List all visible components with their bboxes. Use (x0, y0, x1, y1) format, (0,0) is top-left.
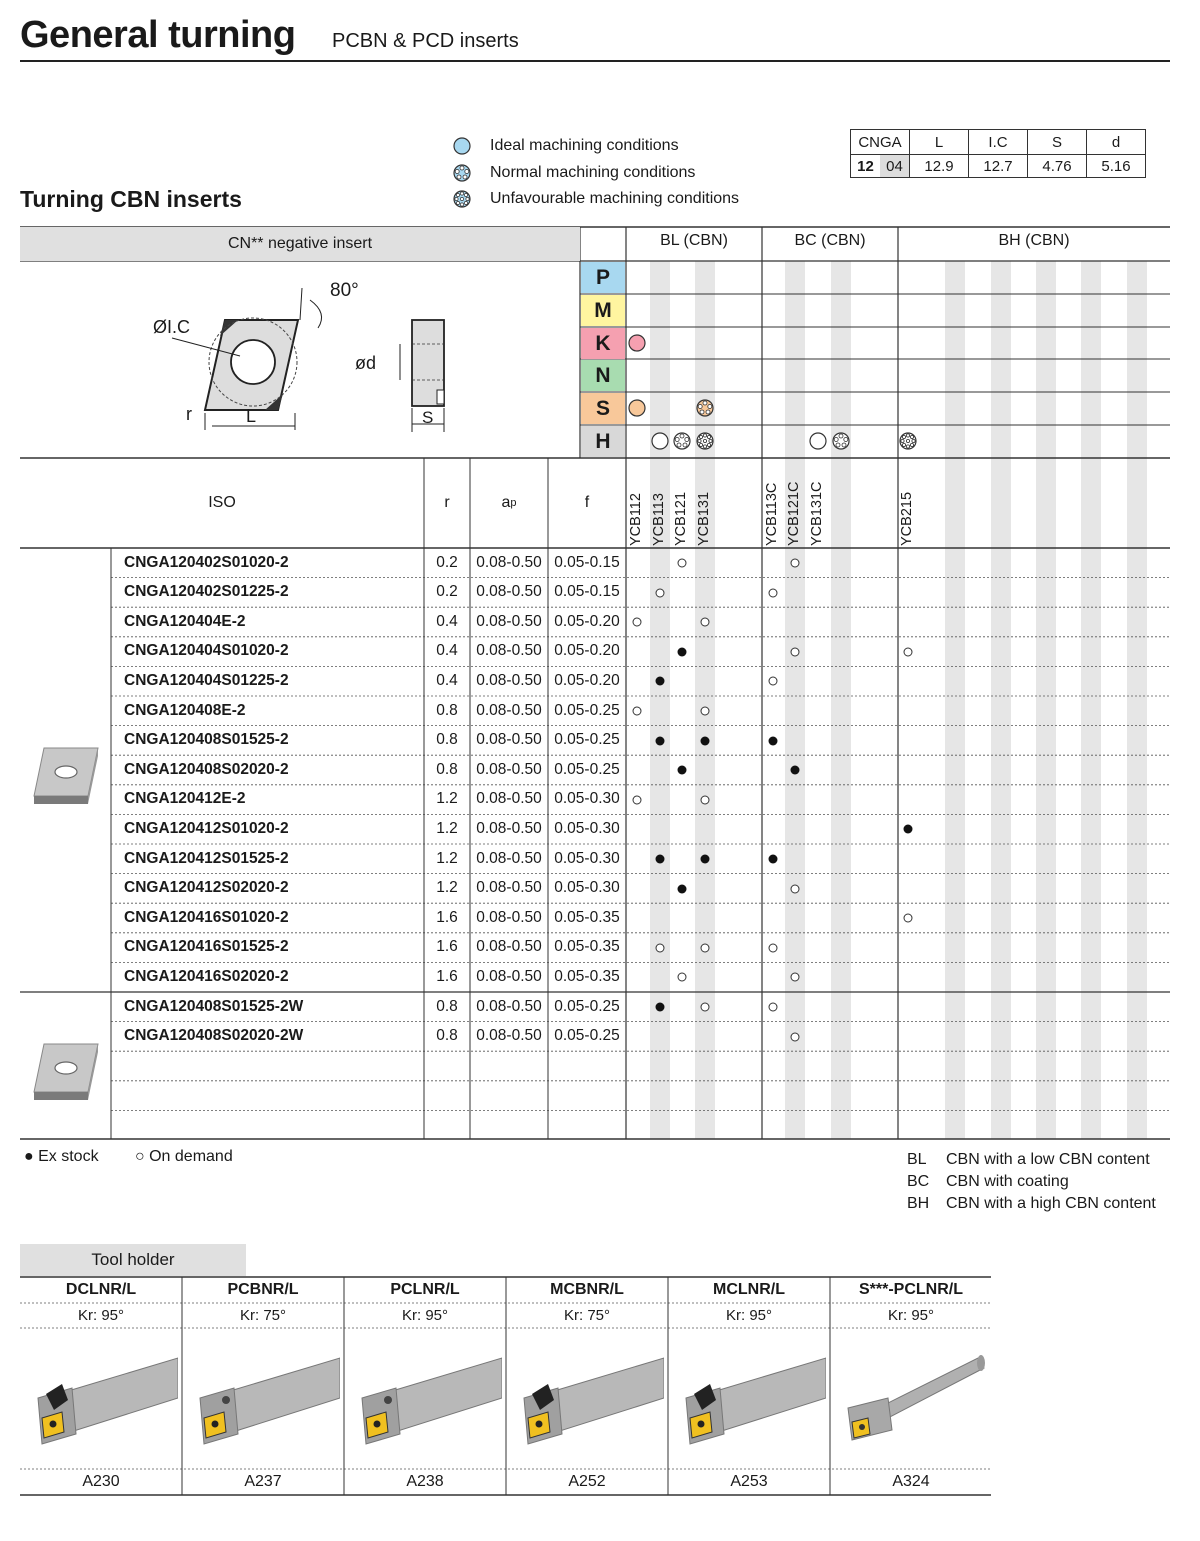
insert-radius: 0.2 (436, 553, 458, 571)
insert-depth-of-cut: 0.08-0.50 (476, 760, 542, 778)
iso-header: ISO (208, 494, 236, 511)
insert-feed: 0.05-0.25 (554, 760, 620, 778)
material-p: P (581, 262, 625, 293)
tool-holder-angle: Kr: 95° (401, 1307, 449, 1324)
insert-depth-of-cut: 0.08-0.50 (476, 701, 542, 719)
insert-radius: 0.8 (436, 760, 458, 778)
dim-header: S (1028, 130, 1087, 155)
insert-radius: 0.4 (436, 612, 458, 630)
insert-feed: 0.05-0.15 (554, 553, 620, 571)
insert-feed: 0.05-0.30 (554, 790, 620, 808)
insert-feed: 0.05-0.30 (554, 819, 620, 837)
abbr-code: BH (907, 1195, 930, 1212)
tool-holder-angle: Kr: 95° (725, 1307, 773, 1324)
insert-depth-of-cut: 0.08-0.50 (476, 612, 542, 630)
grade-label: YCB215 (899, 491, 915, 546)
l-label: L (246, 406, 257, 426)
tool-holder-image (190, 1338, 340, 1458)
size-sub: 04 (880, 155, 909, 177)
insert-radius: 0.8 (436, 731, 458, 749)
insert-iso-code: CNGA120404S01225-2 (124, 671, 289, 689)
on-demand-legend: ○ On demand (135, 1148, 233, 1165)
insert-iso-code: CNGA120412S02020-2 (124, 879, 289, 897)
insert-depth-of-cut: 0.08-0.50 (476, 583, 542, 601)
material-n: N (581, 360, 625, 391)
insert-iso-code: CNGA120412S01525-2 (124, 849, 289, 867)
tool-holder-name: MCLNR/L (713, 1281, 785, 1298)
insert-iso-code: CNGA120402S01020-2 (124, 553, 289, 571)
insert-radius: 0.8 (436, 997, 458, 1015)
insert-depth-of-cut: 0.08-0.50 (476, 790, 542, 808)
dim-header: d (1087, 130, 1146, 155)
angle-label: 80° (330, 280, 359, 301)
insert-iso-code: CNGA120412S01020-2 (124, 819, 289, 837)
tool-holder-name: DCLNR/L (65, 1281, 137, 1298)
insert-feed: 0.05-0.25 (554, 1027, 620, 1045)
tool-holder-image (28, 1338, 178, 1458)
insert-depth-of-cut: 0.08-0.50 (476, 967, 542, 985)
abbr-code: BC (907, 1173, 930, 1190)
insert-feed: 0.05-0.25 (554, 997, 620, 1015)
tool-holder-image (838, 1338, 988, 1458)
tool-holder-name: S***-PCLNR/L (858, 1281, 963, 1298)
insert-radius: 0.4 (436, 671, 458, 689)
grade-label: YCB121C (786, 481, 802, 546)
insert-depth-of-cut: 0.08-0.50 (476, 642, 542, 660)
insert-radius: 1.6 (436, 938, 458, 956)
tool-holder-page-ref: A253 (730, 1473, 768, 1490)
insert-feed: 0.05-0.35 (554, 908, 620, 926)
page-subtitle: PCBN & PCD inserts (332, 30, 519, 52)
tool-holder-page-ref: A238 (406, 1473, 444, 1490)
tool-holder-angle: Kr: 95° (77, 1307, 125, 1324)
insert-feed: 0.05-0.20 (554, 612, 620, 630)
insert-feed: 0.05-0.30 (554, 879, 620, 897)
insert-radius: 1.2 (436, 819, 458, 837)
insert-radius: 0.4 (436, 642, 458, 660)
insert-type-header: CN** negative insert (20, 227, 580, 261)
insert-iso-code: CNGA120408S02020-2 (124, 760, 289, 778)
insert-radius: 1.2 (436, 879, 458, 897)
insert-radius: 0.2 (436, 583, 458, 601)
material-s: S (581, 393, 625, 424)
r-header: r (444, 494, 450, 511)
grade-label: YCB131 (696, 491, 712, 546)
grade-label: YCB113 (651, 493, 667, 546)
ic-label: ØI.C (153, 317, 191, 337)
tool-holder-page-ref: A252 (568, 1473, 606, 1490)
insert-iso-code: CNGA120408S01525-2 (124, 731, 289, 749)
insert-feed: 0.05-0.35 (554, 967, 620, 985)
ex-stock-legend: ● Ex stock (24, 1148, 99, 1165)
dim-value: 12.9 (910, 155, 969, 178)
tool-holder-name: MCBNR/L (550, 1281, 624, 1298)
insert-feed: 0.05-0.20 (554, 642, 620, 660)
abbr-text: CBN with a low CBN content (946, 1151, 1150, 1168)
page-title: General turning (20, 14, 296, 56)
legend-label: Unfavourable machining conditions (490, 190, 740, 207)
tool-holder-angle: Kr: 75° (239, 1307, 287, 1324)
group-bh: BH (CBN) (998, 232, 1070, 249)
insert-iso-code: CNGA120416S01020-2 (124, 908, 289, 926)
dim-value: 12.7 (969, 155, 1028, 178)
insert-iso-code: CNGA120416S02020-2 (124, 967, 289, 985)
section-title: Turning CBN inserts (20, 186, 242, 212)
tool-holder-image (676, 1338, 826, 1458)
insert-iso-code: CNGA120408S02020-2W (124, 1027, 304, 1045)
insert-radius: 1.6 (436, 967, 458, 985)
insert-iso-code: CNGA120412E-2 (124, 790, 246, 808)
insert-depth-of-cut: 0.08-0.50 (476, 731, 542, 749)
dim-value: 5.16 (1087, 155, 1146, 178)
ap-main: a (501, 494, 511, 511)
tool-holder-name: PCBNR/L (227, 1281, 299, 1298)
insert-feed: 0.05-0.35 (554, 938, 620, 956)
insert-depth-of-cut: 0.08-0.50 (476, 879, 542, 897)
insert-feed: 0.05-0.30 (554, 849, 620, 867)
insert-radius: 1.6 (436, 908, 458, 926)
group-bl: BL (CBN) (660, 232, 728, 249)
tool-holder-angle: Kr: 95° (887, 1307, 935, 1324)
ap-sub: p (510, 497, 517, 509)
tool-holder-image (514, 1338, 664, 1458)
insert-feed: 0.05-0.15 (554, 583, 620, 601)
insert-feed: 0.05-0.25 (554, 731, 620, 749)
insert-iso-code: CNGA120404E-2 (124, 612, 246, 630)
tool-holder-name: PCLNR/L (390, 1281, 460, 1298)
tool-holder-image (352, 1338, 502, 1458)
group-bc: BC (CBN) (794, 232, 866, 249)
material-k: K (581, 328, 625, 359)
material-m: M (581, 295, 625, 326)
f-header: f (584, 494, 590, 511)
material-h: H (581, 426, 625, 457)
s-label: S (422, 408, 434, 427)
dim-header: I.C (969, 130, 1028, 155)
grade-label: YCB112 (628, 493, 644, 546)
tool-holder-angle: Kr: 75° (563, 1307, 611, 1324)
d-label: ød (355, 353, 377, 373)
insert-iso-code: CNGA120402S01225-2 (124, 583, 289, 601)
insert-radius: 0.8 (436, 701, 458, 719)
tool-holder-page-ref: A230 (82, 1473, 120, 1490)
insert-depth-of-cut: 0.08-0.50 (476, 553, 542, 571)
abbr-code: BL (907, 1151, 927, 1168)
insert-iso-code: CNGA120408S01525-2W (124, 997, 304, 1015)
insert-depth-of-cut: 0.08-0.50 (476, 997, 542, 1015)
r-label: r (186, 404, 192, 424)
insert-depth-of-cut: 0.08-0.50 (476, 938, 542, 956)
tool-holder-page-ref: A324 (892, 1473, 930, 1490)
abbr-text: CBN with a high CBN content (946, 1195, 1156, 1212)
dim-header: L (910, 130, 969, 155)
grade-label: YCB121 (673, 491, 689, 546)
insert-depth-of-cut: 0.08-0.50 (476, 1027, 542, 1045)
insert-radius: 0.8 (436, 1027, 458, 1045)
dim-header: CNGA (851, 130, 910, 155)
insert-radius: 1.2 (436, 849, 458, 867)
insert-iso-code: CNGA120404S01020-2 (124, 642, 289, 660)
tool-holder-page-ref: A237 (244, 1473, 282, 1490)
grade-label: YCB131C (809, 481, 825, 546)
dim-value: 4.76 (1028, 155, 1087, 178)
size-main: 12 (857, 157, 874, 175)
insert-radius: 1.2 (436, 790, 458, 808)
legend-label: Normal machining conditions (490, 164, 696, 181)
insert-depth-of-cut: 0.08-0.50 (476, 849, 542, 867)
insert-iso-code: CNGA120408E-2 (124, 701, 246, 719)
insert-feed: 0.05-0.25 (554, 701, 620, 719)
insert-iso-code: CNGA120416S01525-2 (124, 938, 289, 956)
insert-depth-of-cut: 0.08-0.50 (476, 819, 542, 837)
insert-depth-of-cut: 0.08-0.50 (476, 908, 542, 926)
grade-label: YCB113C (764, 482, 780, 546)
insert-feed: 0.05-0.20 (554, 671, 620, 689)
tool-holder-tab: Tool holder (20, 1244, 246, 1276)
abbr-text: CBN with coating (946, 1173, 1069, 1190)
legend-label: Ideal machining conditions (490, 137, 679, 154)
insert-depth-of-cut: 0.08-0.50 (476, 671, 542, 689)
